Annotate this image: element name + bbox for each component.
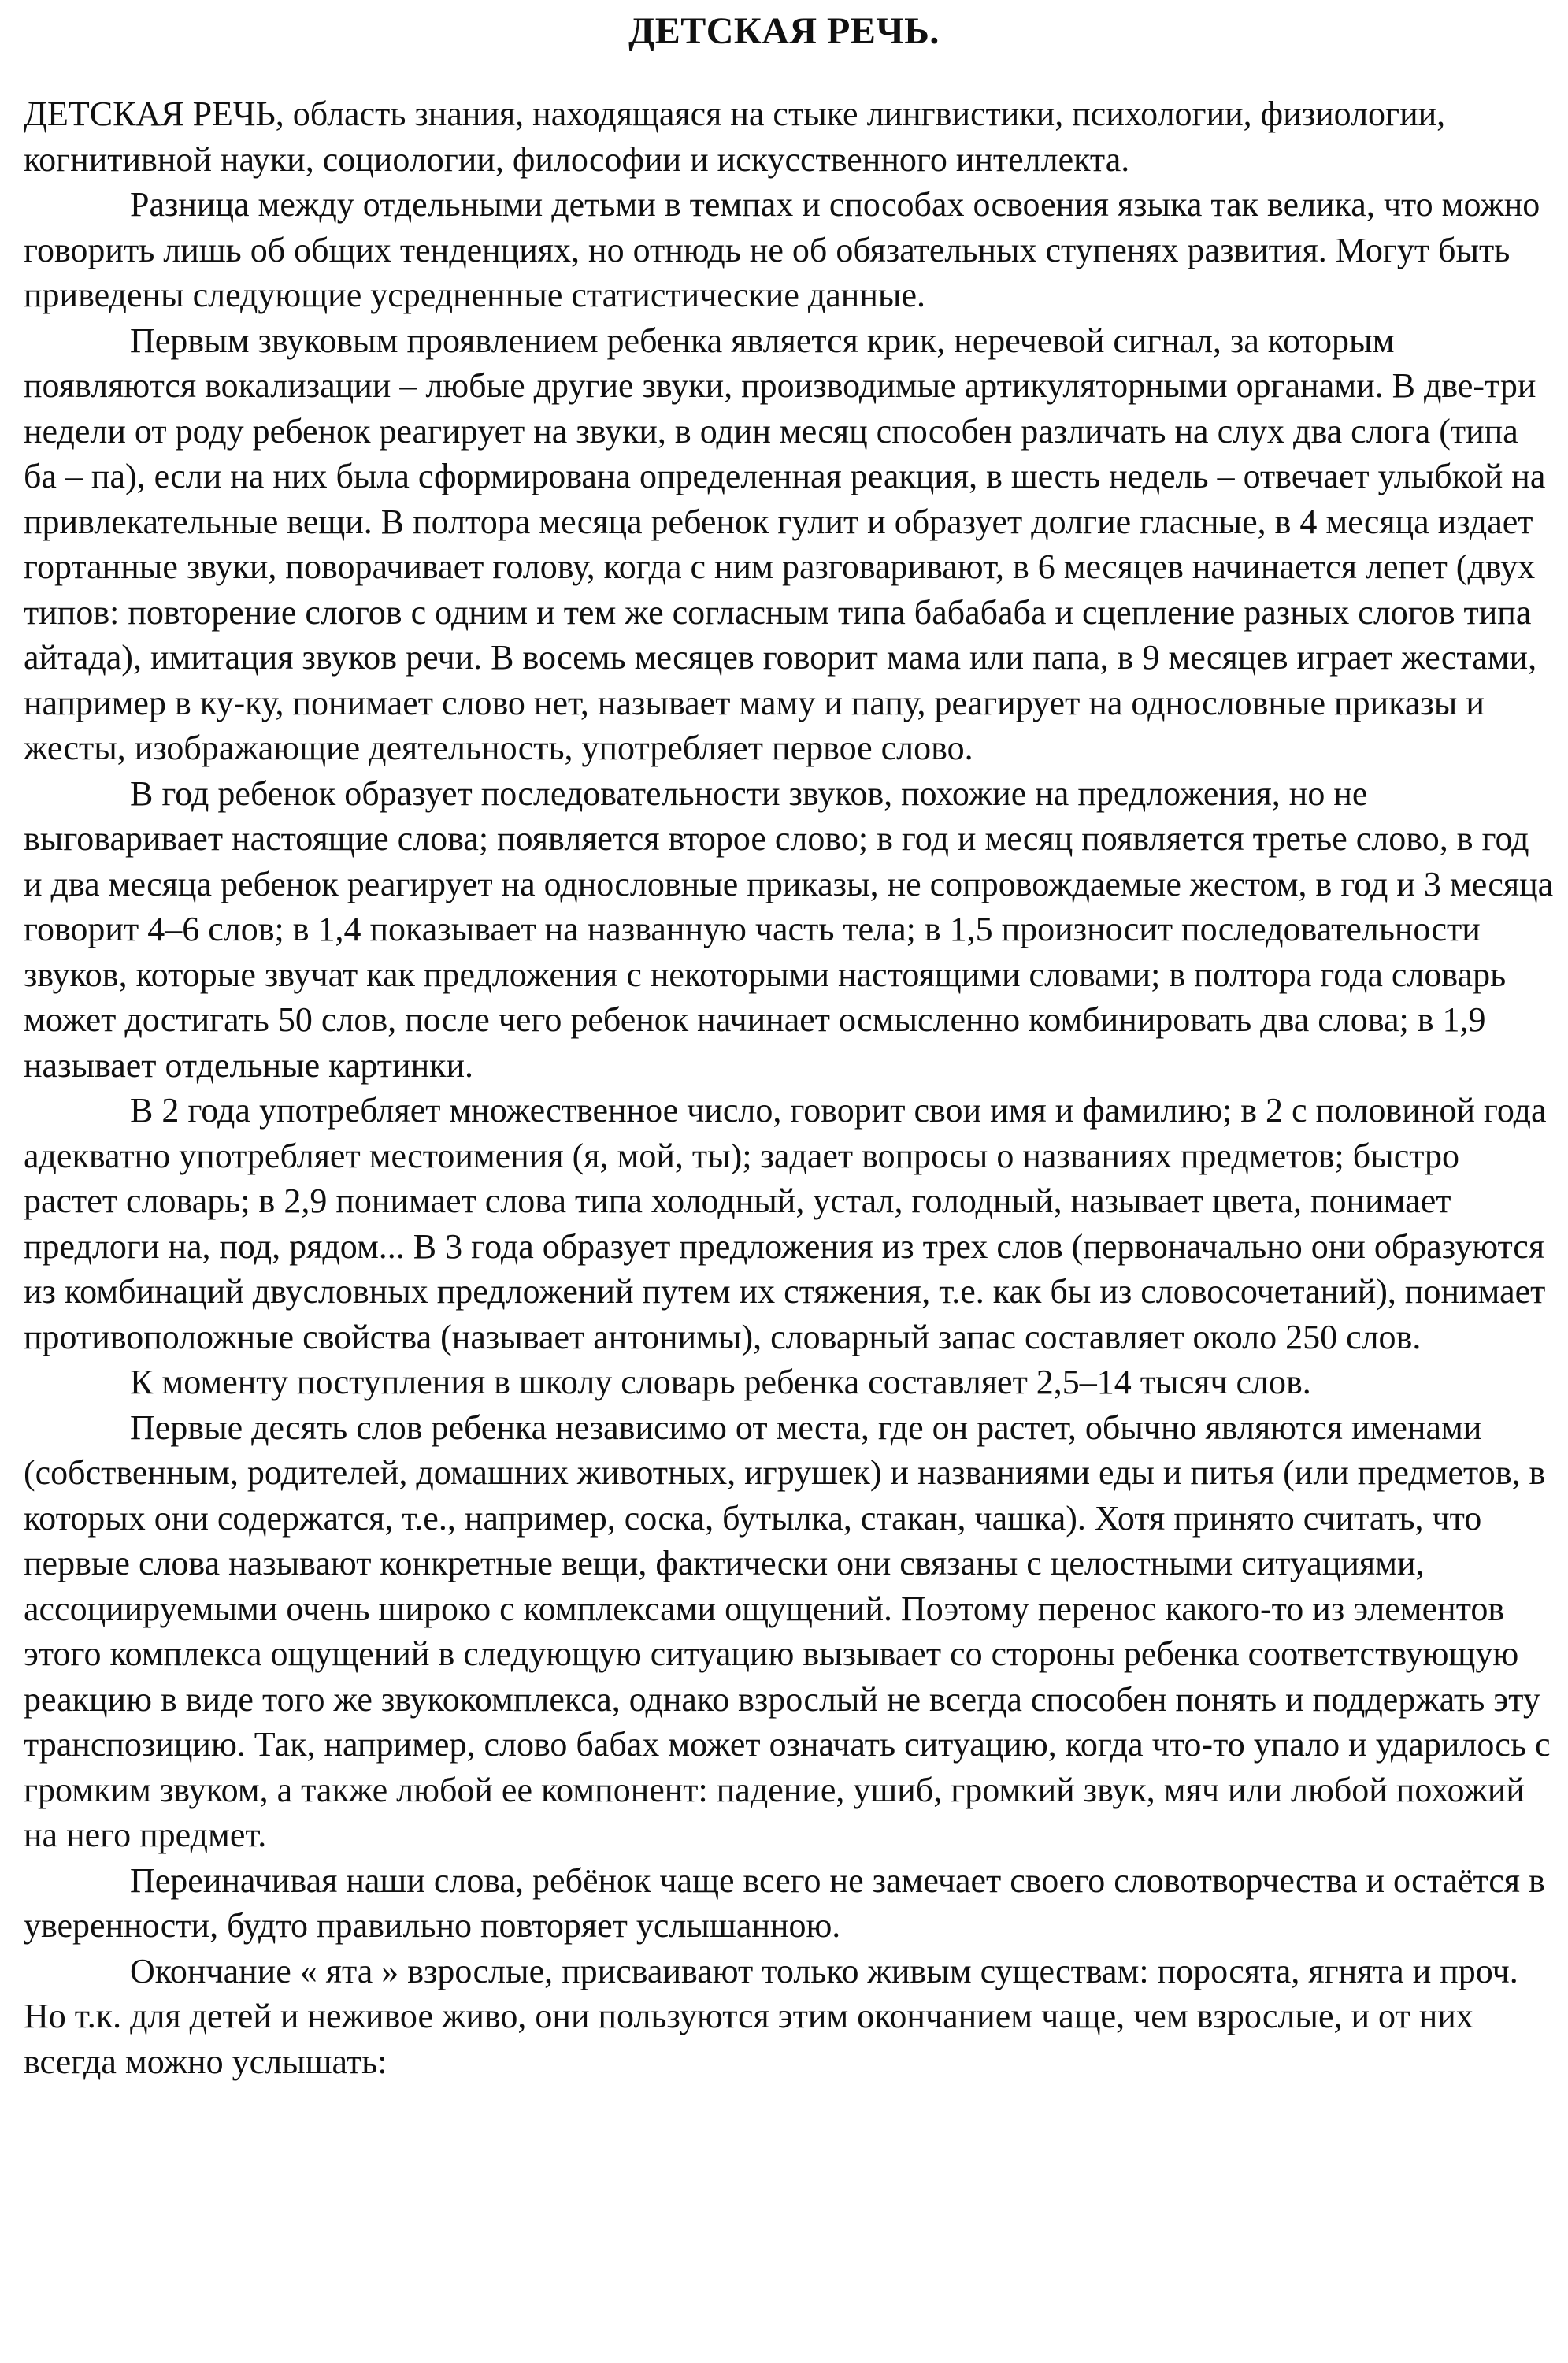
page-title: ДЕТСКАЯ РЕЧЬ.: [628, 10, 940, 52]
paragraph-variation: Разница между отдельными детьми в темпах и способах освоения языка так велика, что можно говорить лишь об общих тенденциях, но отнюдь не об обязательных ступенях развития. Могут быть приведены следующие усредненные статистические данные.: [24, 185, 1540, 314]
paragraph-two-years: В 2 года употребляет множественное число, говорит свои имя и фамилию; в 2 с половиной года адекватно употребляет местоимения (я, мой, ты); задает вопросы о названиях предметов; быстро растет словарь; в 2,9 понимает слова типа холодный, устал, голодный, называет цвета, понимает предлоги на, под, рядом... В 3 года образует предложения из трех слов (первоначально они образуются из комбинаций двусловных предложений путем их стяжения, т.е. как бы из словосочетаний), понимает противоположные свойства (называет антонимы), словарный запас составляет около 250 слов.: [24, 1091, 1547, 1356]
document-body: [24, 91, 1555, 2084]
paragraph-first-year: Первым звуковым проявлением ребенка является крик, неречевой сигнал, за которым появляются вокализации – любые другие звуки, производимые артикуляторными органами. В две-три недели от роду ребенок реагирует на звуки, в один месяц способен различать на слух два слога (типа ба – па), если на них была сформирована определенная реакция, в шесть недель – отвечает улыбкой на привлекательные вещи. В полтора месяца ребенок гулит и образует долгие гласные, в 4 месяца издает гортанные звуки, поворачивает голову, когда с ним разговаривают, в 6 месяцев начинается лепет (двух типов: повторение слогов с одним и тем же согласным типа бабабаба и сцепление разных слогов типа айтада), имитация звуков речи. В восемь месяцев говорит мама или папа, в 9 месяцев играет жестами, например в ку-ку, понимает слово нет, называет маму и папу, реагирует на однословные приказы и жесты, изображающие деятельность, употребляет первое слово.: [24, 321, 1546, 767]
paragraph-school-vocabulary: К моменту поступления в школу словарь ребенка составляет 2,5–14 тысяч слов.: [130, 1363, 1311, 1401]
paragraph-word-creation: Переиначивая наши слова, ребёнок чаще всего не замечает своего словотворчества и остаётся в уверенности, будто правильно повторяет услышанною.: [24, 1860, 1545, 1945]
paragraph-first-words: Первые десять слов ребенка независимо от места, где он растет, обычно являются именами (собственным, родителей, домашних животных, игрушек) и названиями еды и питья (или предметов, в которых они содержатся, т.е., например, соска, бутылка, стакан, чашка). Хотя принято считать, что первые слова называют конкретные вещи, фактически они связаны с целостными ситуациями, ассоциируемыми очень широко с комплексами ощущений. Поэтому перенос какого-то из элементов этого комплекса ощущений в следующую ситуацию вызывает со стороны ребенка соответствующую реакцию в виде того же звукокомплекса, однако взрослый не всегда способен понять и поддержать эту транспозицию. Так, например, слово бабах может означать ситуацию, когда что-то упало и ударилось с громким звуком, а также любой ее компонент: падение, ушиб, громкий звук, мяч или любой похожий на него предмет.: [24, 1408, 1551, 1854]
paragraph-definition: ДЕТСКАЯ РЕЧЬ, область знания, находящаяся на стыке лингвистики, психологии, физиологии, когнитивной науки, социологии, философии и искусственного интеллекта.: [24, 95, 1446, 179]
paragraph-one-year: В год ребенок образует последовательности звуков, похожие на предложения, но не выговаривает настоящие слова; появляется второе слово; в год и месяц появляется третье слово, в год и два месяца ребенок реагирует на однословные приказы, не сопровождаемые жестом, в год и 3 месяца говорит 4–6 слов; в 1,4 показывает на названную часть тела; в 1,5 произносит последовательности звуков, которые звучат как предложения с некоторыми настоящими словами; в полтора года словарь может достигать 50 слов, после чего ребенок начинает осмысленно комбинировать два слова; в 1,9 называет отдельные картинки.: [24, 773, 1554, 1085]
paragraph-suffix-yata: Окончание « ята » взрослые, присваивают только живым существам: поросята, ягнята и проч. Но т.к. для детей и неживое живо, они пользуются этим окончанием чаще, чем взрослые, и от них всегда можно услышать:: [24, 1951, 1518, 2081]
